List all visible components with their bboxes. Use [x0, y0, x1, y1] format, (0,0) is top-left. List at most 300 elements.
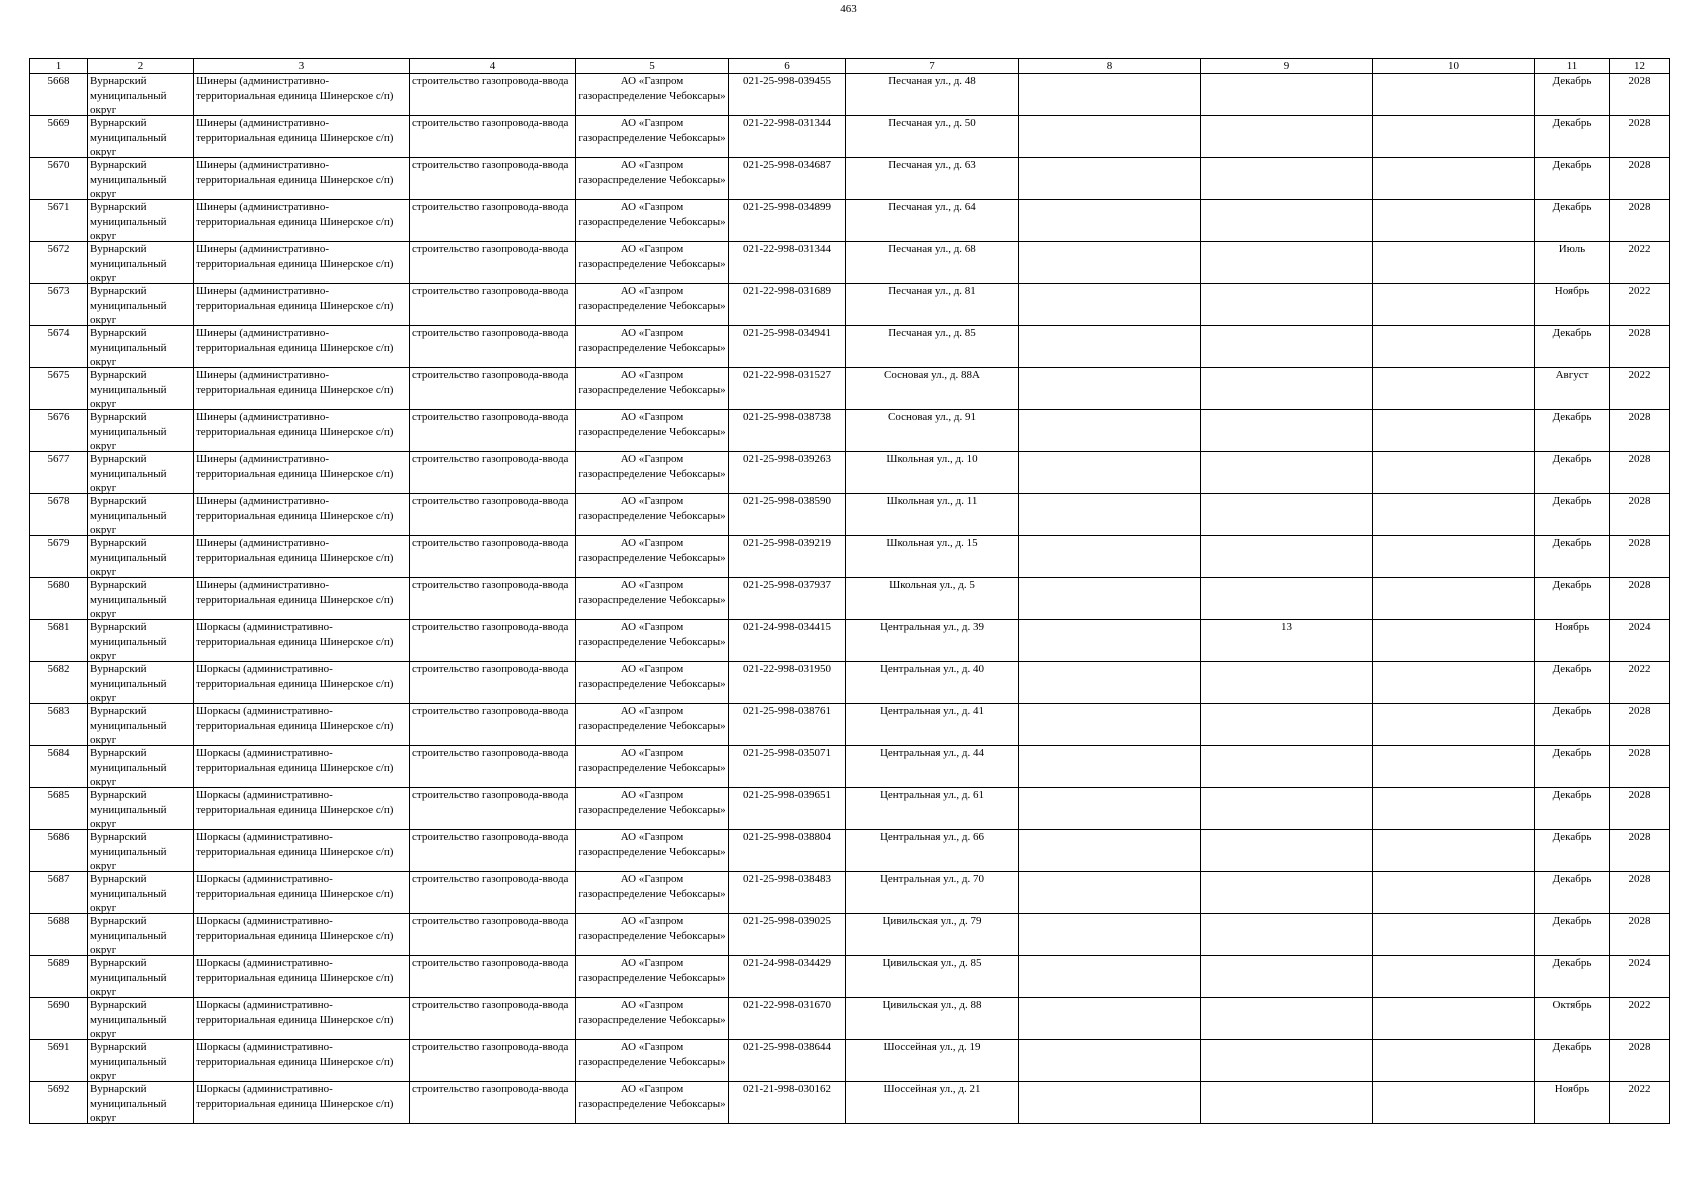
row-number-cell [30, 914, 88, 956]
table-row [30, 326, 1670, 368]
object-code-cell-text: 021-25-998-034687 [743, 159, 831, 171]
object-code-cell [729, 158, 846, 200]
column-8-cell-text [1021, 830, 1198, 871]
locality-cell [194, 830, 410, 872]
column-9-cell [1201, 74, 1373, 116]
address-cell [846, 998, 1019, 1040]
month-cell-text: Декабрь [1552, 75, 1592, 87]
work-type-cell [410, 158, 576, 200]
column-8-cell [1019, 410, 1201, 452]
work-type-cell [410, 788, 576, 830]
organization-cell-text: АО «Газпром газораспределение Чебоксары» [578, 75, 726, 102]
locality-cell [194, 536, 410, 578]
column-10-cell [1373, 872, 1535, 914]
district-cell-text: Вурнарский муниципальный округ [90, 117, 167, 157]
row-number-cell-text: 5688 [47, 915, 70, 927]
row-number-cell-text: 5680 [47, 579, 70, 591]
work-type-cell-text: строительство газопровода-ввода [412, 285, 569, 297]
work-type-cell-text: строительство газопровода-ввода [412, 453, 569, 465]
column-header: 10 [1373, 59, 1535, 74]
year-cell [1610, 368, 1670, 410]
column-8-cell [1019, 746, 1201, 788]
work-type-cell [410, 662, 576, 704]
column-10-cell [1373, 74, 1535, 116]
row-number-cell [30, 1082, 88, 1124]
row-number-cell [30, 158, 88, 200]
month-cell [1535, 1082, 1610, 1124]
month-cell-text: Декабрь [1552, 705, 1592, 717]
column-9-cell-text [1203, 494, 1370, 535]
column-9-cell [1201, 956, 1373, 998]
column-9-cell-text [1203, 368, 1370, 409]
organization-cell-text: АО «Газпром газораспределение Чебоксары» [578, 789, 726, 816]
year-cell [1610, 200, 1670, 242]
work-type-cell [410, 578, 576, 620]
column-8-cell [1019, 242, 1201, 284]
row-number-cell [30, 536, 88, 578]
column-8-cell [1019, 620, 1201, 662]
address-cell-text: Центральная ул., д. 66 [879, 831, 985, 843]
month-cell [1535, 746, 1610, 788]
address-cell [846, 1082, 1019, 1124]
organization-cell-text: АО «Газпром газораспределение Чебоксары» [578, 495, 726, 522]
work-type-cell [410, 242, 576, 284]
month-cell [1535, 956, 1610, 998]
address-cell [846, 788, 1019, 830]
column-10-cell-text [1375, 536, 1532, 577]
month-cell [1535, 830, 1610, 872]
district-cell [88, 998, 194, 1040]
locality-cell [194, 788, 410, 830]
object-code-cell [729, 200, 846, 242]
organization-cell [576, 494, 729, 536]
district-cell-text: Вурнарский муниципальный округ [90, 369, 167, 409]
column-10-cell-text [1375, 662, 1532, 703]
locality-cell-text: Шоркасы (административно-территориальная единица Шинерское с/п) [196, 705, 394, 732]
address-cell [846, 704, 1019, 746]
month-cell-text: Декабрь [1552, 201, 1592, 213]
year-cell [1610, 746, 1670, 788]
organization-cell [576, 704, 729, 746]
month-cell-text: Декабрь [1552, 411, 1592, 423]
year-cell-text: 2028 [1628, 1041, 1651, 1053]
year-cell [1610, 830, 1670, 872]
district-cell [88, 956, 194, 998]
locality-cell [194, 578, 410, 620]
object-code-cell [729, 74, 846, 116]
object-code-cell-text: 021-25-998-038804 [743, 831, 831, 843]
month-cell [1535, 326, 1610, 368]
year-cell-text: 2022 [1628, 369, 1651, 381]
organization-cell [576, 284, 729, 326]
work-type-cell-text: строительство газопровода-ввода [412, 369, 569, 381]
work-type-cell [410, 998, 576, 1040]
work-type-cell [410, 368, 576, 410]
column-9-cell [1201, 872, 1373, 914]
column-header: 6 [729, 59, 846, 74]
row-number-cell [30, 830, 88, 872]
table-row [30, 704, 1670, 746]
month-cell-text: Декабрь [1552, 117, 1592, 129]
district-cell-text: Вурнарский муниципальный округ [90, 579, 167, 619]
column-8-cell [1019, 1082, 1201, 1124]
column-10-cell [1373, 326, 1535, 368]
object-code-cell-text: 021-25-998-039263 [743, 453, 831, 465]
column-8-cell-text [1021, 74, 1198, 115]
column-8-cell [1019, 116, 1201, 158]
table-row [30, 536, 1670, 578]
year-cell-text: 2028 [1628, 411, 1651, 423]
column-10-cell-text [1375, 788, 1532, 829]
column-10-cell-text [1375, 494, 1532, 535]
address-cell-text: Песчаная ул., д. 68 [888, 243, 976, 255]
column-9-cell [1201, 788, 1373, 830]
month-cell [1535, 914, 1610, 956]
column-header: 5 [576, 59, 729, 74]
locality-cell [194, 116, 410, 158]
month-cell [1535, 998, 1610, 1040]
object-code-cell [729, 284, 846, 326]
row-number-cell-text: 5689 [47, 957, 70, 969]
object-code-cell [729, 326, 846, 368]
object-code-cell [729, 956, 846, 998]
organization-cell [576, 956, 729, 998]
locality-cell-text: Шинеры (административно-территориальная единица Шинерское с/п) [196, 369, 394, 396]
table-row [30, 116, 1670, 158]
table-row [30, 578, 1670, 620]
year-cell-text: 2028 [1628, 453, 1651, 465]
address-cell [846, 284, 1019, 326]
table-row [30, 368, 1670, 410]
month-cell [1535, 872, 1610, 914]
column-8-cell [1019, 74, 1201, 116]
column-9-cell-text [1203, 872, 1370, 913]
year-cell [1610, 326, 1670, 368]
locality-cell-text: Шинеры (административно-территориальная единица Шинерское с/п) [196, 243, 394, 270]
column-8-cell-text [1021, 1040, 1198, 1081]
organization-cell-text: АО «Газпром газораспределение Чебоксары» [578, 327, 726, 354]
object-code-cell [729, 998, 846, 1040]
organization-cell [576, 1040, 729, 1082]
district-cell-text: Вурнарский муниципальный округ [90, 285, 167, 325]
object-code-cell-text: 021-22-998-031670 [743, 999, 831, 1011]
column-9-cell [1201, 1040, 1373, 1082]
month-cell-text: Ноябрь [1554, 621, 1590, 633]
month-cell-text: Декабрь [1552, 537, 1592, 549]
object-code-cell-text: 021-24-998-034415 [743, 621, 831, 633]
row-number-cell [30, 620, 88, 662]
column-header: 9 [1201, 59, 1373, 74]
work-type-cell-text: строительство газопровода-ввода [412, 201, 569, 213]
work-type-cell [410, 74, 576, 116]
address-cell [846, 914, 1019, 956]
district-cell-text: Вурнарский муниципальный округ [90, 1041, 167, 1081]
year-cell [1610, 872, 1670, 914]
row-number-cell-text: 5671 [47, 201, 70, 213]
object-code-cell-text: 021-25-998-034899 [743, 201, 831, 213]
district-cell-text: Вурнарский муниципальный округ [90, 75, 167, 115]
address-cell [846, 956, 1019, 998]
month-cell [1535, 452, 1610, 494]
table-row [30, 1040, 1670, 1082]
column-8-cell-text [1021, 1082, 1198, 1123]
year-cell-text: 2028 [1628, 789, 1651, 801]
organization-cell [576, 158, 729, 200]
district-cell [88, 284, 194, 326]
organization-cell [576, 242, 729, 284]
row-number-cell-text: 5691 [47, 1041, 70, 1053]
district-cell [88, 200, 194, 242]
column-8-cell-text [1021, 704, 1198, 745]
district-cell [88, 452, 194, 494]
locality-cell-text: Шинеры (административно-территориальная единица Шинерское с/п) [196, 327, 394, 354]
column-8-cell-text [1021, 242, 1198, 283]
organization-cell [576, 662, 729, 704]
column-9-cell-text [1203, 830, 1370, 871]
address-cell-text: Центральная ул., д. 44 [879, 747, 985, 759]
locality-cell [194, 914, 410, 956]
organization-cell-text: АО «Газпром газораспределение Чебоксары» [578, 285, 726, 312]
month-cell [1535, 74, 1610, 116]
column-10-cell-text [1375, 1082, 1532, 1123]
address-cell [846, 872, 1019, 914]
work-type-cell [410, 704, 576, 746]
address-cell-text: Песчаная ул., д. 48 [888, 75, 976, 87]
table-row [30, 74, 1670, 116]
month-cell-text: Октябрь [1552, 999, 1592, 1011]
column-8-cell [1019, 536, 1201, 578]
locality-cell-text: Шоркасы (административно-территориальная единица Шинерское с/п) [196, 789, 394, 816]
row-number-cell-text: 5687 [47, 873, 70, 885]
column-8-cell-text [1021, 284, 1198, 325]
object-code-cell-text: 021-25-998-039455 [743, 75, 831, 87]
organization-cell-text: АО «Газпром газораспределение Чебоксары» [578, 999, 726, 1026]
organization-cell [576, 200, 729, 242]
object-code-cell [729, 410, 846, 452]
work-type-cell-text: строительство газопровода-ввода [412, 1083, 569, 1095]
month-cell [1535, 662, 1610, 704]
locality-cell-text: Шоркасы (административно-территориальная единица Шинерское с/п) [196, 747, 394, 774]
address-cell-text: Песчаная ул., д. 50 [888, 117, 976, 129]
work-type-cell [410, 452, 576, 494]
district-cell-text: Вурнарский муниципальный округ [90, 915, 167, 955]
row-number-cell-text: 5679 [47, 537, 70, 549]
column-10-cell [1373, 368, 1535, 410]
work-type-cell [410, 326, 576, 368]
organization-cell-text: АО «Газпром газораспределение Чебоксары» [578, 747, 726, 774]
column-8-cell-text [1021, 578, 1198, 619]
column-10-cell [1373, 956, 1535, 998]
object-code-cell [729, 536, 846, 578]
table-row [30, 914, 1670, 956]
district-cell [88, 410, 194, 452]
year-cell-text: 2022 [1628, 999, 1651, 1011]
year-cell-text: 2028 [1628, 705, 1651, 717]
year-cell-text: 2028 [1628, 915, 1651, 927]
column-8-cell-text [1021, 620, 1198, 661]
year-cell [1610, 956, 1670, 998]
column-header: 4 [410, 59, 576, 74]
address-cell-text: Школьная ул., д. 15 [886, 537, 978, 549]
column-9-cell-text [1203, 914, 1370, 955]
column-10-cell-text [1375, 914, 1532, 955]
locality-cell [194, 284, 410, 326]
locality-cell [194, 326, 410, 368]
locality-cell-text: Шоркасы (административно-территориальная единица Шинерское с/п) [196, 1041, 394, 1068]
district-cell [88, 326, 194, 368]
column-9-cell [1201, 662, 1373, 704]
row-number-cell-text: 5677 [47, 453, 70, 465]
work-type-cell-text: строительство газопровода-ввода [412, 621, 569, 633]
column-9-cell-text [1203, 746, 1370, 787]
row-number-cell [30, 746, 88, 788]
month-cell [1535, 494, 1610, 536]
year-cell-text: 2028 [1628, 327, 1651, 339]
object-code-cell-text: 021-22-998-031344 [743, 117, 831, 129]
year-cell-text: 2022 [1628, 243, 1651, 255]
table-row [30, 788, 1670, 830]
district-cell-text: Вурнарский муниципальный округ [90, 999, 167, 1039]
year-cell [1610, 1040, 1670, 1082]
object-code-cell-text: 021-24-998-034429 [743, 957, 831, 969]
row-number-cell-text: 5674 [47, 327, 70, 339]
month-cell-text: Декабрь [1552, 915, 1592, 927]
address-cell-text: Сосновая ул., д. 91 [888, 411, 976, 423]
page-number: 463 [840, 3, 857, 15]
locality-cell [194, 200, 410, 242]
locality-cell-text: Шинеры (административно-территориальная единица Шинерское с/п) [196, 495, 394, 522]
table-row [30, 620, 1670, 662]
column-9-cell [1201, 494, 1373, 536]
year-cell-text: 2028 [1628, 201, 1651, 213]
district-cell-text: Вурнарский муниципальный округ [90, 411, 167, 451]
organization-cell [576, 74, 729, 116]
object-code-cell-text: 021-25-998-038644 [743, 1041, 831, 1053]
work-type-cell-text: строительство газопровода-ввода [412, 411, 569, 423]
row-number-cell-text: 5685 [47, 789, 70, 801]
district-cell [88, 830, 194, 872]
address-cell [846, 242, 1019, 284]
work-type-cell [410, 116, 576, 158]
column-10-cell-text [1375, 74, 1532, 115]
address-cell-text: Центральная ул., д. 41 [879, 705, 985, 717]
month-cell-text: Декабрь [1552, 873, 1592, 885]
column-8-cell [1019, 998, 1201, 1040]
column-10-cell-text [1375, 284, 1532, 325]
month-cell [1535, 242, 1610, 284]
registry-table [29, 58, 1670, 1124]
row-number-cell [30, 788, 88, 830]
column-8-cell [1019, 956, 1201, 998]
work-type-cell-text: строительство газопровода-ввода [412, 495, 569, 507]
object-code-cell-text: 021-25-998-039219 [743, 537, 831, 549]
column-8-cell-text [1021, 914, 1198, 955]
locality-cell [194, 1040, 410, 1082]
column-9-cell [1201, 410, 1373, 452]
locality-cell-text: Шоркасы (административно-территориальная единица Шинерское с/п) [196, 621, 394, 648]
locality-cell-text: Шинеры (административно-территориальная единица Шинерское с/п) [196, 159, 394, 186]
row-number-cell-text: 5686 [47, 831, 70, 843]
month-cell-text: Декабрь [1552, 1041, 1592, 1053]
object-code-cell [729, 914, 846, 956]
column-8-cell-text [1021, 368, 1198, 409]
row-number-cell [30, 494, 88, 536]
district-cell-text: Вурнарский муниципальный округ [90, 1083, 167, 1123]
column-10-cell [1373, 284, 1535, 326]
column-10-cell [1373, 578, 1535, 620]
row-number-cell [30, 410, 88, 452]
month-cell-text: Декабрь [1552, 789, 1592, 801]
column-8-cell-text [1021, 326, 1198, 367]
district-cell [88, 620, 194, 662]
address-cell [846, 746, 1019, 788]
address-cell-text: Цивильская ул., д. 79 [882, 915, 982, 927]
column-9-cell-text [1203, 1040, 1370, 1081]
column-8-cell-text [1021, 158, 1198, 199]
year-cell [1610, 158, 1670, 200]
month-cell-text: Декабрь [1552, 453, 1592, 465]
object-code-cell-text: 021-25-998-038761 [743, 705, 831, 717]
organization-cell [576, 788, 729, 830]
district-cell-text: Вурнарский муниципальный округ [90, 831, 167, 871]
district-cell [88, 746, 194, 788]
row-number-cell [30, 284, 88, 326]
column-9-cell-text [1203, 242, 1370, 283]
column-9-cell-text [1203, 452, 1370, 493]
locality-cell-text: Шинеры (административно-территориальная единица Шинерское с/п) [196, 201, 394, 228]
column-9-cell [1201, 452, 1373, 494]
column-8-cell-text [1021, 998, 1198, 1039]
row-number-cell [30, 368, 88, 410]
column-10-cell-text [1375, 956, 1532, 997]
column-9-cell-text [1203, 998, 1370, 1039]
year-cell [1610, 284, 1670, 326]
column-10-cell [1373, 116, 1535, 158]
row-number-cell-text: 5683 [47, 705, 70, 717]
column-9-cell [1201, 998, 1373, 1040]
locality-cell-text: Шоркасы (административно-территориальная единица Шинерское с/п) [196, 663, 394, 690]
column-8-cell [1019, 704, 1201, 746]
locality-cell [194, 620, 410, 662]
work-type-cell [410, 830, 576, 872]
column-10-cell-text [1375, 410, 1532, 451]
column-10-cell [1373, 1082, 1535, 1124]
row-number-cell [30, 704, 88, 746]
work-type-cell [410, 914, 576, 956]
work-type-cell-text: строительство газопровода-ввода [412, 747, 569, 759]
district-cell [88, 74, 194, 116]
object-code-cell-text: 021-25-998-034941 [743, 327, 831, 339]
organization-cell-text: АО «Газпром газораспределение Чебоксары» [578, 663, 726, 690]
work-type-cell-text: строительство газопровода-ввода [412, 537, 569, 549]
district-cell [88, 368, 194, 410]
district-cell-text: Вурнарский муниципальный округ [90, 705, 167, 745]
district-cell [88, 578, 194, 620]
address-cell-text: Песчаная ул., д. 81 [888, 285, 976, 297]
column-header: 7 [846, 59, 1019, 74]
row-number-cell-text: 5675 [47, 369, 70, 381]
column-8-cell-text [1021, 452, 1198, 493]
table-body [30, 74, 1670, 1124]
year-cell-text: 2028 [1628, 75, 1651, 87]
column-9-cell-text [1203, 662, 1370, 703]
table-row [30, 956, 1670, 998]
organization-cell-text: АО «Газпром газораспределение Чебоксары» [578, 369, 726, 396]
object-code-cell [729, 242, 846, 284]
address-cell [846, 536, 1019, 578]
column-10-cell-text [1375, 872, 1532, 913]
address-cell-text: Песчаная ул., д. 63 [888, 159, 976, 171]
